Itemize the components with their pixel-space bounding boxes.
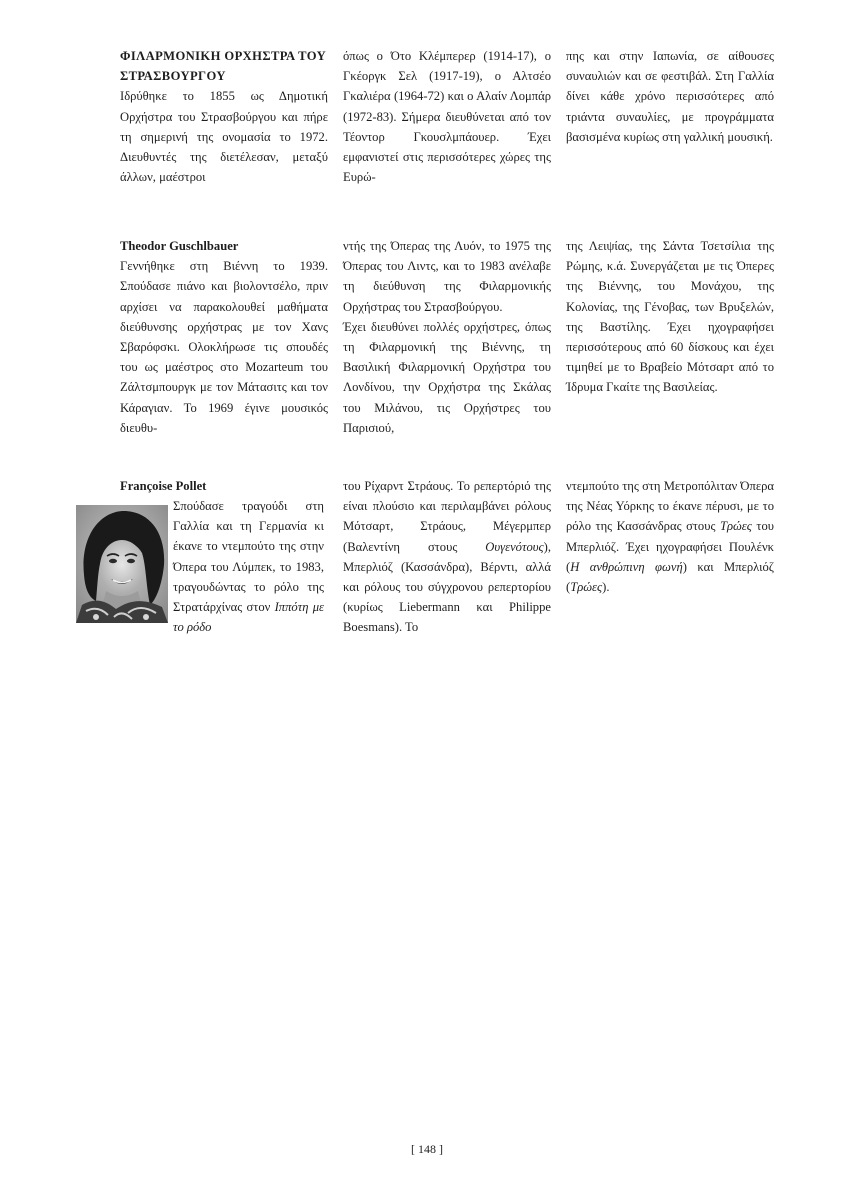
section3-text-2 [343,476,551,638]
section3-title-block [120,476,328,496]
section3-text-3-plain-d: ). [602,580,610,595]
section1-column-1 [120,46,328,187]
section1-column-2 [343,46,551,187]
section3-text-3 [566,476,774,597]
section3-column-2 [343,476,551,638]
section2-title: Theodor Guschlbauer [120,239,239,253]
section3-text-2-plain-a: του Ρίχαρντ Στράους. Το ρεπερτόριό της είναι πλούσιο και περιλαμβάνει ρόλους Μότσαρτ, Στράους, Μέγερμπερ (Βαλεντίνη στους [343,479,551,554]
section3-text-3-plain-b: του Μπερλιόζ. Έχει ηχογραφήσει Πουλένκ ( [566,519,775,574]
section2-text-3: της Λειψίας, της Σάντα Τσετσίλια της Ρώμης, κ.ά. Συνεργάζεται με τις Όπερες της Βιέννης, του Μονάχου, της Κολονίας, της Γένοβας, των Βρυξελών, της Βαστίλης. Έχει ηχογραφήσει περισσότερους από 60 δίσκους και έχει τιμηθεί με το Βραβείο Μότσαρτ από το Ίδρυμα Γκαίτε της Βασιλείας. [566,239,774,395]
section2-column-1 [120,236,328,438]
section3-text-2-plain-b: ), Μπερλιόζ (Κασσάνδρα), Βέρντι, αλλά και ρόλους του σύγχρονου ρεπερτορίου (κυρίως Liebermann και Philippe Boesmans). Το [343,539,551,635]
section3-text-2-italic: Ουγενότους [485,539,544,554]
section3-column-1 [173,496,324,637]
section3-text-1-italic: Ιππότη με το ρόδο [173,600,324,635]
portrait-photo [76,505,168,623]
section1-text-2: όπως ο Ότο Κλέμπερερ (1914-17), ο Γκέοργκ Σελ (1917-19), ο Αλτσέο Γκαλιέρα (1964-72) και ο Αλαίν Λομπάρ (1972-83). Σήμερα διευθύνεται από τον Τέοντορ Γκουσλμπάουερ. Έχει εμφανιστεί στις περισσότερες χώρες της Ευρώ- [343,49,551,185]
section3-text-3-plain-c: ) και Μπερλιόζ ( [566,559,774,595]
section2-column-3 [566,236,774,398]
section3-text-1 [173,496,324,637]
section2-text-1: Γεννήθηκε στη Βιέννη το 1939. Σπούδασε πιάνο και βιολοντσέλο, πριν αρχίσει να παρακολουθεί μαθήματα διεύθυνσης ορχήστρας με τον Χανς Σβαρόφσκι. Ολοκλήρωσε τις σπουδές του ως μαέστρος στο Mozarteum του Ζάλτσμπουργκ με τον Μάτασιτς και τον Κάραγιαν. Το 1969 έγινε μουσικός διευθυ- [120,259,328,435]
section2-text-2a: ντής της Όπερας της Λυόν, το 1975 της Όπερας του Λιντς, και το 1983 ανέλαβε τη διεύθυνση της Φιλαρμονικής Ορχήστρας του Στρασβούργου. [343,239,551,314]
section3-column-3 [566,476,774,597]
section1-text-3: πης και στην Ιαπωνία, σε αίθουσες συναυλιών και σε φεστιβάλ. Στη Γαλλία δίνει κάθε χρόνο περισσότερες από τριάντα συναυλίες, με προγράμματα βασισμένα κυρίως στη γαλλική μουσική. [566,49,774,144]
section1-title-line2: ΣΤΡΑΣΒΟΥΡΓΟΥ [120,69,226,84]
section1-column-3 [566,46,774,147]
section1-title-line1: ΦΙΛΑΡΜΟΝΙΚΗ ΟΡΧΗΣΤΡΑ ΤΟΥ [120,49,327,63]
section2-text-2b: Έχει διευθύνει πολλές ορχήστρες, όπως τη Φιλαρμονική της Βιέννης, τη Βασιλική Φιλαρμονική Ορχήστρα του Λονδίνου, την Ορχήστρα της Σκάλας του Μιλάνου, τις Ορχήστρες του Παρισιού, [343,319,551,435]
section3-text-1-plain: Σπούδασε τραγούδι στη Γαλλία και τη Γερμανία κι έκανε το ντεμπούτο της στην Όπερα του Λύμπεκ, το 1983, τραγουδώντας το ρόλο της Στρατάρχίνας στον [173,499,324,615]
section3-text-3-plain-a: ντεμπούτο της στη Μετροπόλιταν Όπερα της Νέας Υόρκης το έκανε πέρυσι, με το ρόλο της Κασσάνδρας στους [566,479,774,534]
section1-text-1: Ιδρύθηκε το 1855 ως Δημοτική Ορχήστρα του Στρασβούργου και πήρε τη σημερινή της ονομασία το 1972. Διευθυντές της διετέλεσαν, μεταξύ άλλων, μαέστροι [120,89,328,185]
section2-column-2 [343,236,551,438]
section3-text-3-italic-b: Η ανθρώπινη φωνή [570,559,683,574]
section3-text-3-italic-a: Τρώες [719,519,752,534]
page-number: [ 148 ] [411,1142,443,1156]
section3-text-3-italic-c: Τρώες [570,580,603,595]
section3-title: Françoise Pollet [120,479,207,493]
